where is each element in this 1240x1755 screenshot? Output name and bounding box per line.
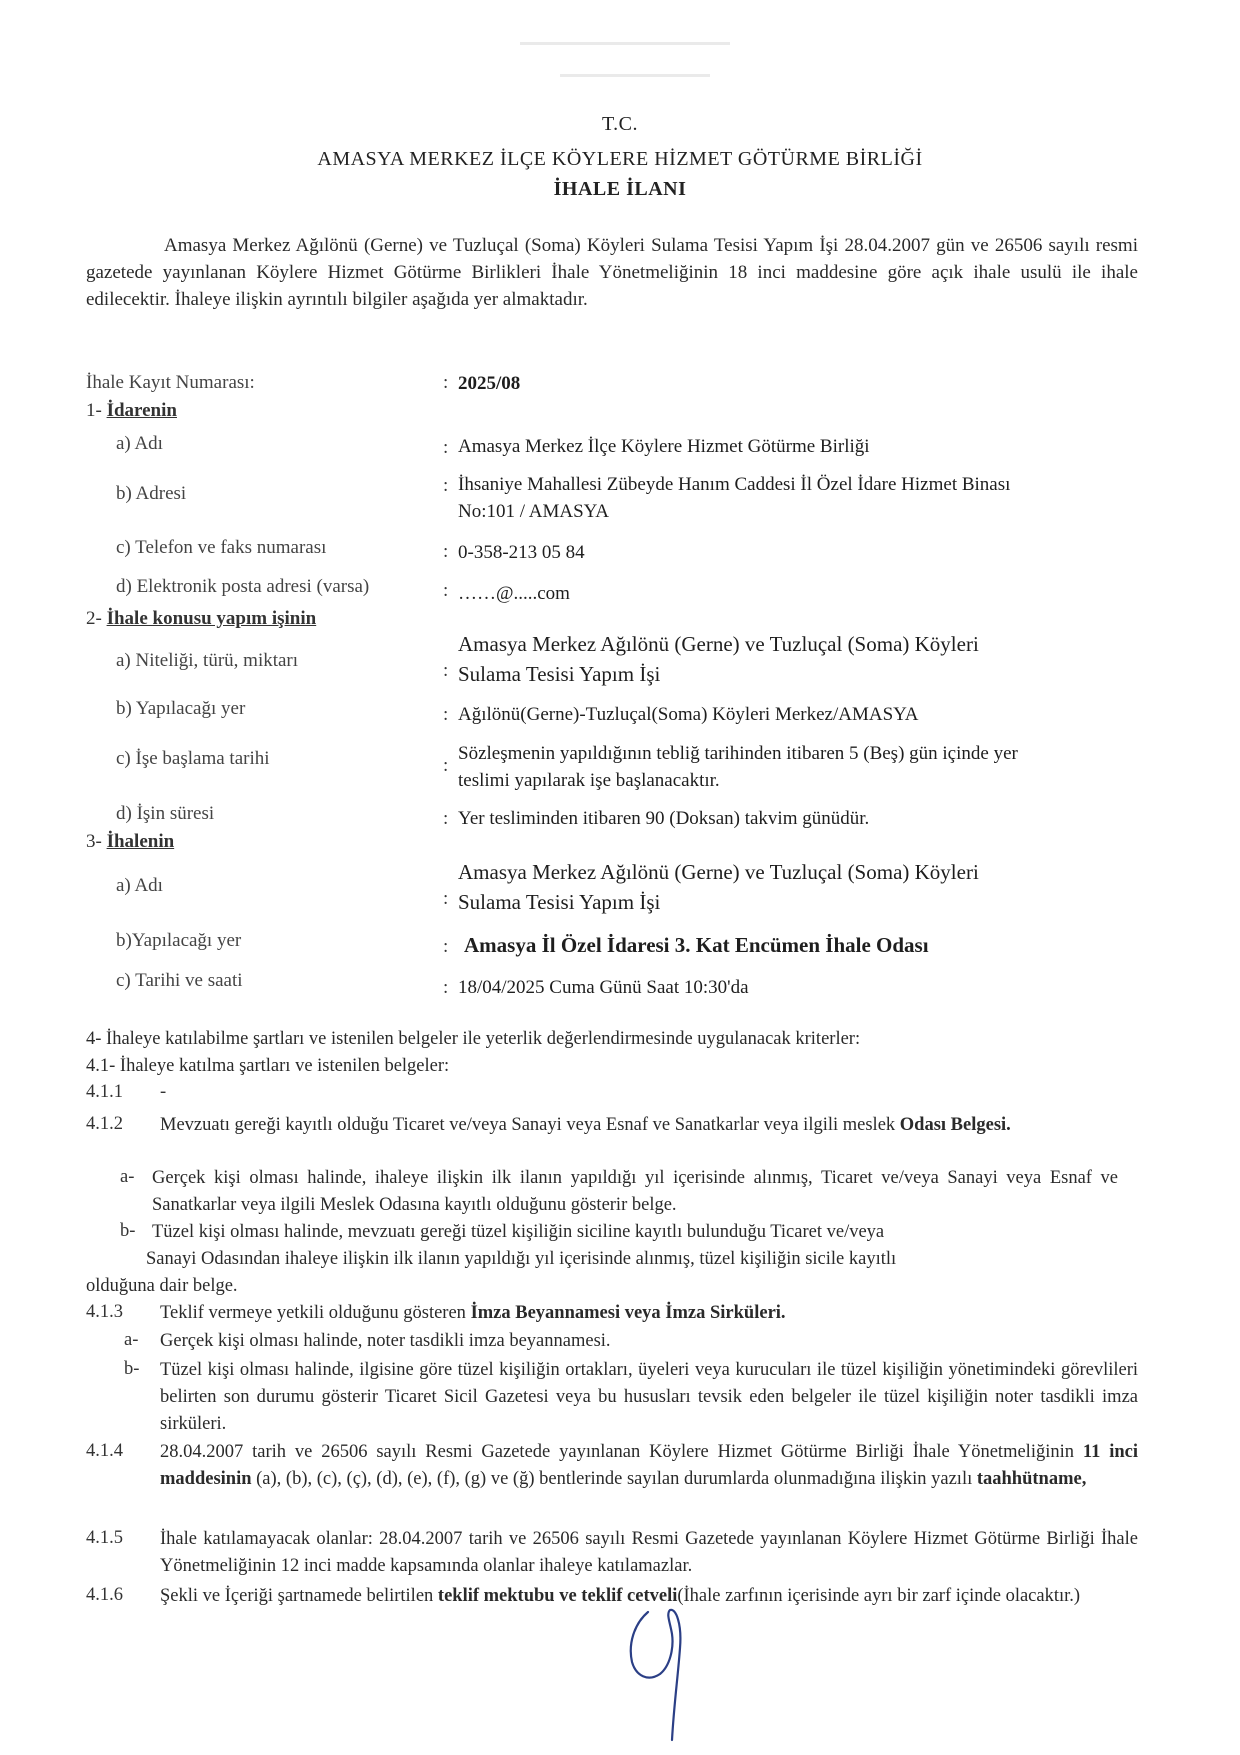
colon: : bbox=[443, 704, 449, 725]
scan-artifact bbox=[560, 74, 710, 77]
item-4-1-2-b-mark: b- bbox=[120, 1221, 136, 1241]
colon: : bbox=[443, 977, 449, 998]
konu-location-label: b) Yapılacağı yer bbox=[116, 698, 246, 719]
ihale-location-value: Amasya İl Özel İdaresi 3. Kat Encümen İhale Odası bbox=[464, 933, 929, 957]
colon: : bbox=[443, 580, 449, 601]
section-title: İhale konusu yapım işinin bbox=[106, 608, 317, 629]
colon: : bbox=[443, 888, 449, 909]
idare-name-label: a) Adı bbox=[116, 433, 163, 454]
item-4-1-5-number: 4.1.5 bbox=[86, 1528, 123, 1548]
idare-email-label: d) Elektronik posta adresi (varsa) bbox=[116, 576, 370, 597]
section-number: 3- bbox=[86, 831, 102, 852]
item-4-1-4-number: 4.1.4 bbox=[86, 1441, 123, 1461]
item-4-1-3-a-mark: a- bbox=[124, 1330, 139, 1350]
item-4-1-2-text bbox=[160, 1112, 1138, 1139]
ihale-name-label: a) Adı bbox=[116, 875, 163, 896]
colon: : bbox=[443, 755, 449, 776]
item-4-1-3-b-text: Tüzel kişi olması halinde, ilgisine göre tüzel kişiliğin ortakları, üyeleri veya kurucuları ile tüzel kişiliğin yönetimindeki görevlileri belirten son durumu gösterir Ticaret Sicil Gazetesi veya bu hususları tevsik eden belgeler ile tüzel kişiliğin noter tasdikli imza sirküleri. bbox=[160, 1360, 1138, 1434]
intro-paragraph bbox=[86, 232, 1138, 313]
item-4-1-2-a-text: Gerçek kişi olması halinde, ihaleye ilişkin ilk ilanın yapıldığı yıl içerisinde alınmış, Ticaret ve/veya Sanayi veya Esnaf ve Sanatkarlar veya ilgili Meslek Odasına kayıtlı olduğunu gösterir belge. bbox=[152, 1168, 1118, 1215]
konu-location-value: Ağılönü(Gerne)-Tuzluçal(Soma) Köyleri Merkez/AMASYA bbox=[458, 704, 919, 725]
colon: : bbox=[443, 660, 449, 681]
konu-nature-label: a) Niteliği, türü, miktarı bbox=[116, 650, 299, 671]
item-4-1-1-number: 4.1.1 bbox=[86, 1082, 123, 1102]
colon: : bbox=[443, 936, 449, 957]
colon: : bbox=[443, 475, 449, 496]
section-number: 2- bbox=[86, 608, 102, 629]
konu-duration-value: Yer tesliminden itibaren 90 (Doksan) takvim günüdür. bbox=[458, 808, 870, 829]
ihale-date-label: c) Tarihi ve saati bbox=[116, 970, 243, 991]
section-1-heading bbox=[86, 400, 177, 422]
idare-phone-label: c) Telefon ve faks numarası bbox=[116, 537, 327, 558]
criteria-4-1: 4.1- İhaleye katılma şartları ve istenilen belgeler: bbox=[86, 1056, 450, 1076]
item-4-1-2-b-line2: Sanayi Odasından ihaleye ilişkin ilk ilanın yapıldığı yıl içerisinde alınmış, tüzel kişiliğin sicile kayıtlı bbox=[146, 1249, 897, 1269]
konu-duration-label: d) İşin süresi bbox=[116, 803, 215, 824]
item-4-1-3-number: 4.1.3 bbox=[86, 1302, 123, 1322]
colon: : bbox=[443, 541, 449, 562]
ihale-name-value: Amasya Merkez Ağılönü (Gerne) ve Tuzluçal (Soma) Köyleri Sulama Tesisi Yapım İşi bbox=[458, 860, 979, 914]
item-4-1-6-plain-2: (İhale zarfının içerisinde ayrı bir zarf içinde olacaktır.) bbox=[677, 1586, 1081, 1606]
item-4-1-1-text: - bbox=[160, 1082, 167, 1102]
colon: : bbox=[443, 437, 449, 458]
item-4-1-3-b-mark: b- bbox=[124, 1359, 140, 1379]
header-title: İHALE İLANI bbox=[553, 178, 687, 200]
item-4-1-4-plain-1: 28.04.2007 tarih ve 26506 sayılı Resmi Gazetede yayınlanan Köylere Hizmet Götürme Birliği İhale Yönetmeliğinin bbox=[160, 1442, 1074, 1462]
item-4-1-3-bold: İmza Beyannamesi veya İmza Sirküleri. bbox=[470, 1303, 786, 1323]
item-4-1-6-number: 4.1.6 bbox=[86, 1585, 123, 1605]
colon: : bbox=[443, 372, 449, 393]
section-title: İhalenin bbox=[106, 831, 175, 852]
section-title: İdarenin bbox=[106, 400, 177, 421]
item-4-1-2-b-line1: Tüzel kişi olması halinde, mevzuatı gereği tüzel kişiliğin siciline kayıtlı bulunduğu Ticaret ve/veya bbox=[152, 1222, 885, 1242]
item-4-1-5-text: İhale katılamayacak olanlar: 28.04.2007 tarih ve 26506 sayılı Resmi Gazetede yayınlanan Köylere Hizmet Götürme Birliği İhale Yönetmeliğinin 12 inci madde kapsamında olanlar ihaleye katılamazlar. bbox=[160, 1529, 1138, 1576]
idare-address-value: İhsaniye Mahallesi Zübeyde Hanım Caddesi İl Özel İdare Hizmet Binası No:101 / AMASYA bbox=[458, 474, 1011, 522]
handwritten-signature bbox=[626, 1604, 706, 1744]
item-4-1-3-plain: Teklif vermeye yetkili olduğunu gösteren bbox=[160, 1303, 466, 1323]
section-3-heading bbox=[86, 831, 174, 853]
item-4-1-2-b-line3: olduğuna dair belge. bbox=[86, 1276, 238, 1296]
item-4-1-3-text bbox=[160, 1300, 786, 1327]
item-4-1-6-bold: teklif mektubu ve teklif cetveli bbox=[437, 1586, 678, 1606]
ihale-location-label: b)Yapılacağı yer bbox=[116, 930, 242, 951]
item-4-1-4-text bbox=[160, 1439, 1138, 1493]
item-4-1-4-bold-1: 11 inci maddesinin bbox=[160, 1442, 1139, 1489]
section-2-heading bbox=[86, 608, 316, 630]
section-number: 1- bbox=[86, 400, 102, 421]
item-4-1-6-plain-1: Şekli ve İçeriği şartnamede belirtilen bbox=[160, 1586, 434, 1606]
item-4-1-4-bold-2: taahhütname, bbox=[976, 1469, 1087, 1489]
criteria-4: 4- İhaleye katılabilme şartları ve istenilen belgeler ile yeterlik değerlendirmesinde uygulanacak kriterler: bbox=[86, 1029, 861, 1049]
item-4-1-4-plain-2: (a), (b), (c), (ç), (d), (e), (f), (g) ve (ğ) bentlerinde sayılan durumlarda olunmadığına ilişkin yazılı bbox=[256, 1469, 973, 1489]
colon: : bbox=[443, 808, 449, 829]
konu-start-value: Sözleşmenin yapıldığının tebliğ tarihinden itibaren 5 (Beş) gün içinde yer teslimi yapılarak işe başlanacaktır. bbox=[458, 743, 1018, 791]
header-organization: AMASYA MERKEZ İLÇE KÖYLERE HİZMET GÖTÜRME BİRLİĞİ bbox=[317, 148, 923, 170]
scan-artifact bbox=[520, 42, 730, 45]
intro-text: Amasya Merkez Ağılönü (Gerne) ve Tuzluçal (Soma) Köyleri Sulama Tesisi Yapım İşi 28.04.2007 gün ve 26506 sayılı resmi gazetede yayınlanan Köylere Hizmet Götürme Birlikleri İhale Yönetmeliğinin 18 inci maddesine göre açık ihale usulü ile ihale edilecektir. İhaleye ilişkin ayrıntılı bilgiler aşağıda yer almaktadır. bbox=[86, 235, 1138, 310]
kayit-label: İhale Kayıt Numarası: bbox=[86, 372, 255, 393]
item-4-1-2-a-mark: a- bbox=[120, 1167, 135, 1187]
header-tc: T.C. bbox=[601, 113, 639, 135]
item-4-1-3-a-text: Gerçek kişi olması halinde, noter tasdikli imza beyannamesi. bbox=[160, 1331, 611, 1351]
kayit-value: 2025/08 bbox=[458, 373, 521, 394]
idare-address-label: b) Adresi bbox=[116, 483, 187, 504]
idare-email-value: ……@.....com bbox=[458, 583, 570, 604]
ihale-date-value: 18/04/2025 Cuma Günü Saat 10:30'da bbox=[458, 977, 749, 998]
idare-phone-value: 0-358-213 05 84 bbox=[458, 542, 585, 563]
item-4-1-2-number: 4.1.2 bbox=[86, 1114, 123, 1134]
konu-start-label: c) İşe başlama tarihi bbox=[116, 748, 270, 769]
konu-nature-value: Amasya Merkez Ağılönü (Gerne) ve Tuzluçal (Soma) Köyleri Sulama Tesisi Yapım İşi bbox=[458, 632, 979, 686]
item-4-1-2-bold: Odası Belgesi. bbox=[899, 1115, 1011, 1135]
idare-name-value: Amasya Merkez İlçe Köylere Hizmet Götürme Birliği bbox=[458, 436, 870, 457]
item-4-1-2-plain: Mevzuatı gereği kayıtlı olduğu Ticaret ve/veya Sanayi veya Esnaf ve Sanatkarlar veya ilgili meslek bbox=[160, 1115, 896, 1135]
